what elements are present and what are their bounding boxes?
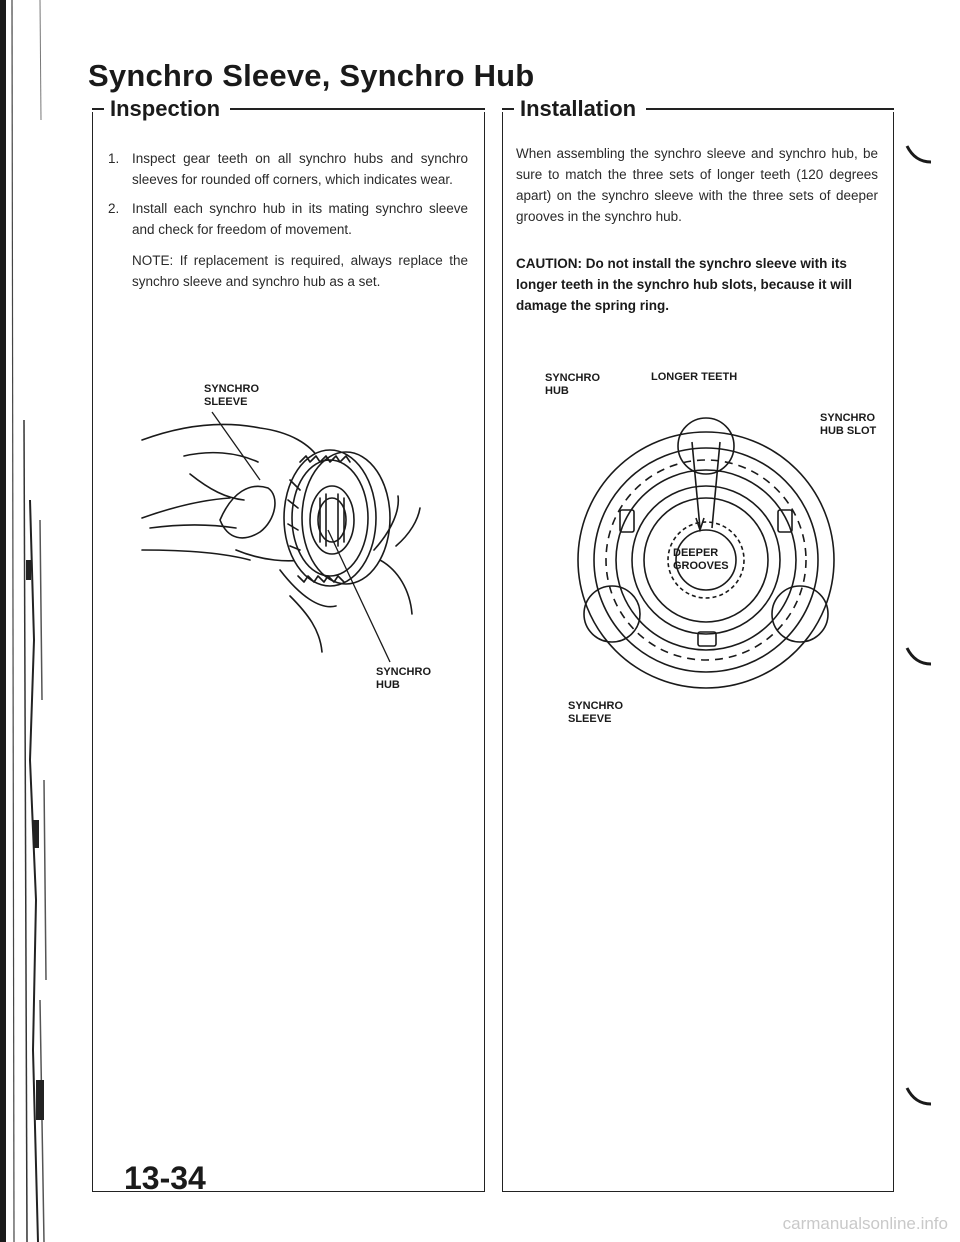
label-synchro-hub-left: SYNCHRO HUB: [376, 666, 432, 691]
step-item: [108, 198, 468, 292]
installation-body: When assembling the synchro sleeve and synchro hub, be sure to match the three sets of longer teeth (120 degrees apart) on the synchro sleeve with the three sets of deeper grooves in the synchro hub.: [516, 146, 878, 224]
label-synchro-hub-slot: SYNCHRO HUB SLOT: [820, 412, 877, 437]
left-leader-lines: [200, 400, 440, 680]
step-text: Inspect gear teeth on all synchro hubs and synchro sleeves for rounded off corners, which indicates wear.: [132, 151, 468, 187]
page-number: 13-34: [124, 1160, 206, 1196]
page-title: Synchro Sleeve, Synchro Hub: [88, 58, 535, 93]
heading-tick: [502, 108, 514, 110]
inspection-steps: [108, 148, 468, 300]
step-note: NOTE: If replacement is required, always replace the synchro sleeve and synchro hub as a set.: [132, 253, 468, 289]
caution-note: [516, 253, 878, 316]
margin-mark: [905, 642, 935, 672]
installation-heading-label: Installation: [520, 96, 637, 121]
step-text: Install each synchro hub in its mating synchro sleeve and check for freedom of movement.: [132, 201, 468, 237]
label-synchro-sleeve-left: SYNCHRO SLEEVE: [204, 383, 260, 408]
heading-rule: [230, 108, 485, 110]
caution-label: CAUTION:: [516, 256, 582, 271]
footer-watermark: carmanualsonline.info: [782, 1214, 948, 1233]
step-number: 1.: [108, 151, 120, 166]
inspection-heading-label: Inspection: [110, 96, 221, 121]
label-synchro-sleeve-right: SYNCHRO SLEEVE: [568, 700, 624, 725]
synchro-alignment-figure: [560, 400, 860, 690]
step-item: [108, 148, 468, 190]
margin-mark: [905, 140, 935, 170]
label-synchro-hub-right: SYNCHRO HUB: [545, 372, 601, 397]
margin-mark: [905, 1082, 935, 1112]
caution-text: Do not install the synchro sleeve with its longer teeth in the synchro hub slots, because it will damage the spring ring.: [516, 256, 853, 313]
heading-rule: [646, 108, 894, 110]
binding-edge-scan-artifact: [0, 0, 60, 1242]
heading-tick: [92, 108, 104, 110]
inspection-heading: [92, 94, 485, 124]
step-number: 2.: [108, 201, 120, 216]
label-longer-teeth: LONGER TEETH: [651, 371, 738, 383]
installation-heading: [502, 94, 894, 124]
label-deeper-grooves: DEEPER GROOVES: [673, 547, 729, 572]
